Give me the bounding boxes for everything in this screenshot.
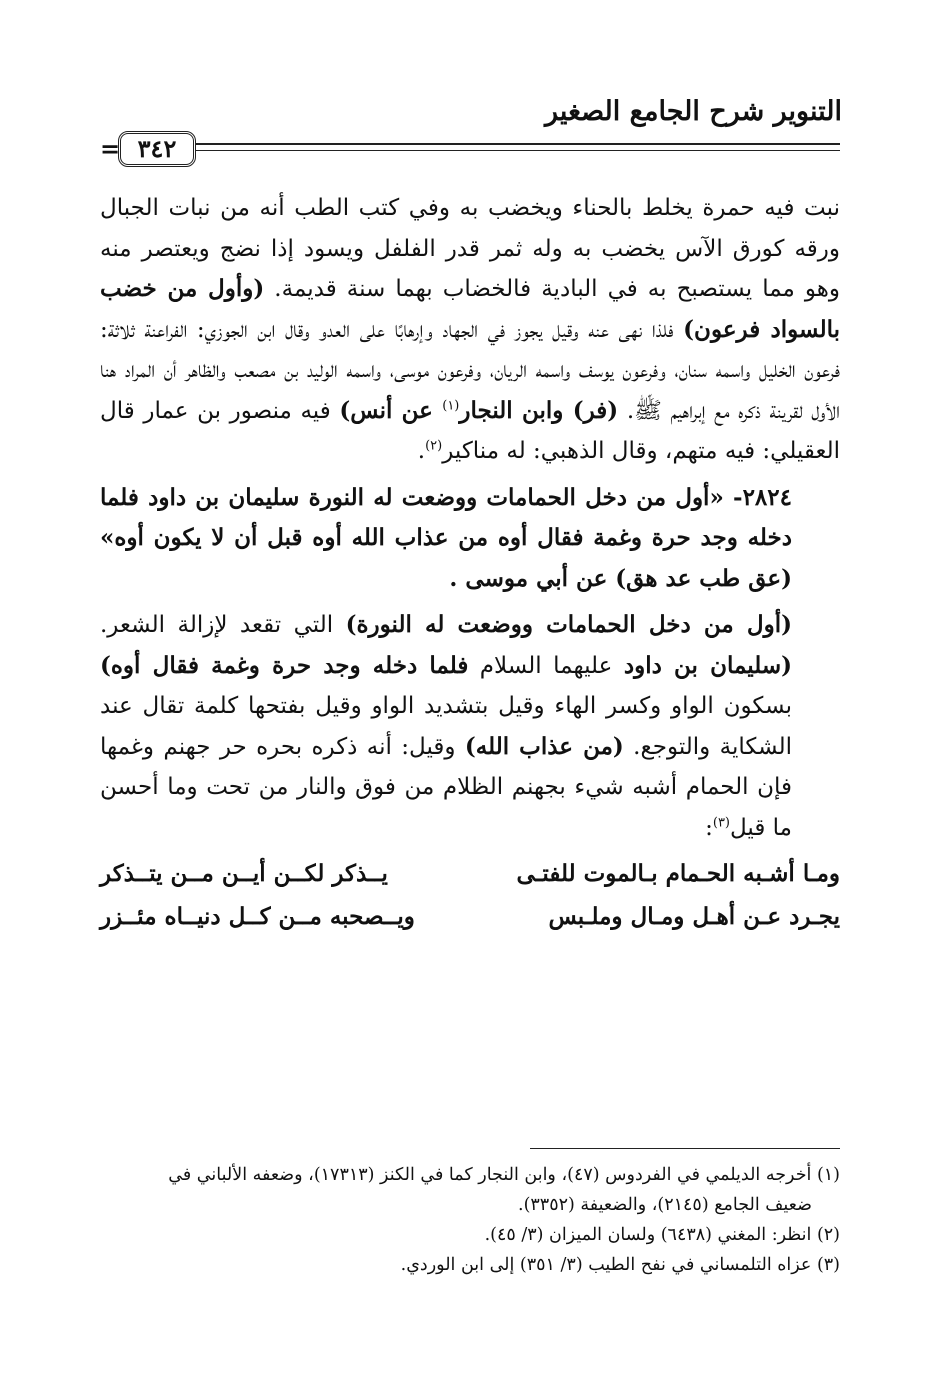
hadith-source: (عق طب عد هق) عن أبي موسى . [449,564,792,592]
text-run: فيه منصور بن عمار قال العقيلي: فيه متهم، وقال الذهبي: له مناكير [100,397,840,464]
hadith-text: «أول من دخل الحمامات ووضعت له النورة سليمان بن داود فلما دخله وجد حرة وغمة فقال أوه من عذاب الله أوه قبل أن لا يكون أوه» [100,483,792,551]
poem-verse [100,895,840,938]
hadith-entry [100,478,840,600]
footnote-2 [100,1220,840,1250]
bold-source: عن أنس) [339,396,443,424]
text-run: نبت فيه حمرة يخلط بالحناء ويخضب به وفي كتب الطب أنه من نبات الجبال ورقه كورق الآس يخضب به وله ثمر قدر الفلفل ويسود إذا نضج ويعتصر منه وهو مما يستصبح به في البادية فالخضاب بهما سنة قديمة. [100,195,840,302]
footnote-3 [100,1250,840,1280]
header-edge-mark: = [100,134,121,163]
text-run: عليهما السلام [468,652,624,679]
poem [100,852,840,938]
footnote-number: (٣) [816,1255,840,1275]
footnote-ref-3: (٣) [712,814,730,830]
text-run: وقيل: أنه ذكره بحره حر جهنم وغمها فإن الحمام أشبه شيء بجهنم الظلام من فوق والنار من تحت وما أحسن ما قيل [100,733,792,841]
footnote-1-continued: ضعيف الجامع (٢١٤٥)، والضعيفة (٣٣٥٢). [518,1195,812,1215]
running-title: التنوير شرح الجامع الصغير [545,96,842,127]
page-number: ٣٤٢ [137,134,177,163]
footnote-number: (٢) [816,1225,840,1245]
text-run: : [705,814,713,841]
footnote-text: أخرجه الديلمي في الفردوس (٤٧)، وابن النجار كما في الكنز (١٧٣١٣)، وضعفه الألباني في [168,1165,817,1185]
bold-lemma: (سليمان بن داود [623,651,793,679]
footnote-text: عزاه التلمساني في نفح الطيب (٣/ ٣٥١) إلى ابن الوردي. [400,1255,817,1275]
page-number-box [118,131,196,167]
poem-hemistich-first: يجـرد عـن أهـل ومـال وملـبس [548,903,840,930]
text-run: فلذا نهى عنه وقيل يجوز في الجهاد وإرهابًا على العدو وقال ابن الجوزي: الفراعنة ثلاثة: فرعون الخليل واسمه سنان، وفرعون يوسف واسمه الريان، وفرعون موسى، واسمه الوليد بن مصعب والظاهر أن المراد هنا الأول لقرينة ذكره مع إبراهيم ﷺ. [100,316,840,424]
poem-hemistich-first: ومـا أشـبه الحـمام بـالموت للفتـى [516,860,840,887]
bold-lemma: (من عذاب الله) [464,732,624,760]
text-run: التي تقعد لإزالة الشعر. [100,612,346,638]
text-run: . [417,438,426,464]
footnote-ref-1: (١) [442,397,460,413]
header-double-rule [196,143,840,151]
bold-lemma: فلما دخله وجد حرة وغمة فقال أوه) [100,651,469,679]
footnote-text: انظر: المغني (٦٤٣٨) ولسان الميزان (٣/ ٤٥). [484,1225,817,1245]
main-text [100,188,840,938]
bold-lemma: (وأول من خضب بالسواد فرعون) [100,275,840,343]
footnote-separator [530,1148,840,1149]
bold-lemma: (أول من دخل الحمامات ووضعت له النورة) [345,611,792,638]
footnote-ref-2: (٢) [425,438,443,454]
poem-verse [100,852,840,895]
paragraph-commentary-1 [100,188,840,472]
footnote-number: (١) [816,1165,840,1185]
bold-source: (فر) وابن النجار [459,396,619,424]
poem-hemistich-second: يــذكر لكــن أيــن مــن يتــذكر [100,860,388,887]
hadith-number: ٢٨٢٤- [723,483,792,511]
paragraph-commentary-2 [100,605,840,848]
poem-hemistich-second: ويــصحبه مــن كــل دنيــاه مئــزر [100,903,415,930]
text-run: بسكون الواو وكسر الهاء وقيل بتشديد الواو وقيل بفتحها كلمة تقال عند الشكاية والتوجع. [100,693,792,760]
footnotes [100,1160,840,1280]
footnote-1 [100,1160,840,1190]
